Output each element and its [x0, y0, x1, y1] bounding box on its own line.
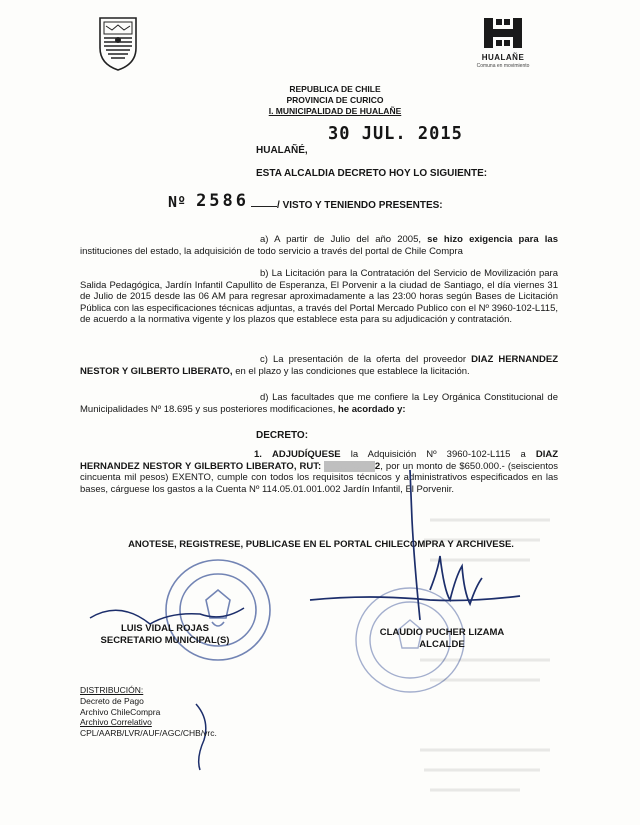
paragraph-c — [80, 354, 558, 377]
paragraph-d — [80, 392, 558, 415]
paragraph-c-text: c) La presentación de la oferta del proveedor — [260, 354, 472, 365]
logo-name: HUALAÑE — [481, 53, 525, 62]
paragraph-a-bold: se hizo exigencia para las — [427, 234, 558, 245]
decree-number-prefix: Nº — [168, 193, 187, 211]
document-header — [250, 84, 420, 117]
paragraph-a-text-2: instituciones del estado, la adquisición de todo servicio a través del portal de Chile Compra — [80, 245, 463, 257]
paragraph-c-bold: DIAZ HERNANDEZ NESTOR Y GILBERTO LIBERATO, — [80, 354, 558, 377]
alcaldia-heading: ESTA ALCALDIA DECRETO HOY LO SIGUIENTE: — [256, 168, 488, 179]
distribution-list — [80, 685, 217, 739]
mayor-title: ALCALDE — [419, 639, 465, 650]
secretary-signature-block — [80, 623, 250, 647]
item-1-adjudiquese: ADJUDÍQUESE — [272, 449, 341, 460]
redacted-rut: 00.000.000- — [324, 460, 375, 472]
header-line-2: PROVINCIA DE CURICO — [286, 95, 384, 105]
item-1-rut-tail: 2 — [374, 460, 381, 472]
distribution-item: Archivo Correlativo — [80, 717, 152, 728]
distribution-item: Archivo ChileCompra — [80, 706, 161, 717]
item-1-text: la Adquisición Nº 3960-102-L115 a — [340, 449, 536, 460]
visto-heading: / VISTO Y TENIENDO PRESENTES: — [277, 200, 443, 211]
decree-number-underline — [251, 206, 277, 207]
item-1-provider: DIAZ HERNANDEZ NESTOR Y GILBERTO LIBERATO, RUT: — [80, 449, 559, 472]
decree-number: 2586 — [196, 191, 250, 211]
header-line-3: I. MUNICIPALIDAD DE HUALAÑE — [268, 106, 402, 116]
municipal-crest-icon — [96, 14, 140, 72]
place-name: HUALAÑÉ, — [256, 145, 308, 156]
paragraph-c-text-2: en el plazo y las condiciones que establece la licitación. — [232, 365, 470, 377]
distribution-item: Decreto de Pago — [80, 695, 144, 706]
item-1-text-2: , por un monto de $650.000.- (seiscientos cincuenta mil pesos) EXENTO, cumple con todos los requisitos técnicos y administrativos especificados en las bases, cárguese los gastos a la Cuenta Nº 114.05.01.001.002 Jardín Infantil, El Porvenir. — [80, 460, 558, 495]
logo-tagline: Comuna en movimiento — [476, 63, 530, 69]
mayor-name: CLAUDIO PUCHER LIZAMA — [379, 627, 505, 638]
paragraph-a — [80, 234, 558, 257]
header-line-1: REPUBLICA DE CHILE — [289, 84, 381, 94]
paragraph-a-text: a) A partir de Julio del año 2005, — [260, 234, 428, 245]
item-1-number: 1. — [254, 449, 262, 460]
decree-item-1 — [80, 449, 558, 495]
show-through-background — [410, 500, 560, 800]
paragraph-b: b) La Licitación para la Contratación del Servicio de Movilización para Salida Pedagógica, Jardín Infantil Capullito de Esperanza, El Porvenir a la ciudad de Santiago, el día viernes 31 de Julio de 2015 desde las 06 AM para regresar aproximadamente a las 23:00 horas según Bases de Licitación Pública con las especificaciones técnicas adjuntas, a través del Portal Mercado Publico con el Nº 3960-102-L115, de acuerdo a la normativa vigente y los plazos que establece esta para su adjudicación y contratación. — [80, 268, 558, 326]
distribution-item: CPL/AARB/LVR/AUF/AGC/CHB/vrc. — [80, 728, 217, 739]
anotese-line: ANOTESE, REGISTRESE, PUBLICASE EN EL PORTAL CHILECOMPRA Y ARCHIVESE. — [128, 539, 514, 550]
paragraph-d-text: d) Las facultades que me confiere la Ley Orgánica Constitucional de Municipalidades Nº 18.695 y sus posteriores modificaciones, — [80, 392, 558, 415]
hualane-h-logo-icon — [478, 16, 528, 50]
date-stamp: 30 JUL. 2015 — [328, 123, 463, 145]
decreto-heading: DECRETO: — [256, 430, 309, 441]
decree-number-row — [168, 191, 443, 211]
secretary-name: LUIS VIDAL ROJAS — [121, 623, 209, 634]
secretary-title: SECRETARIO MUNICIPAL(S) — [100, 635, 230, 646]
hualane-logo — [474, 16, 532, 80]
paragraph-d-bold: he acordado y: — [338, 403, 406, 415]
distribution-title: DISTRIBUCIÓN: — [80, 685, 144, 695]
